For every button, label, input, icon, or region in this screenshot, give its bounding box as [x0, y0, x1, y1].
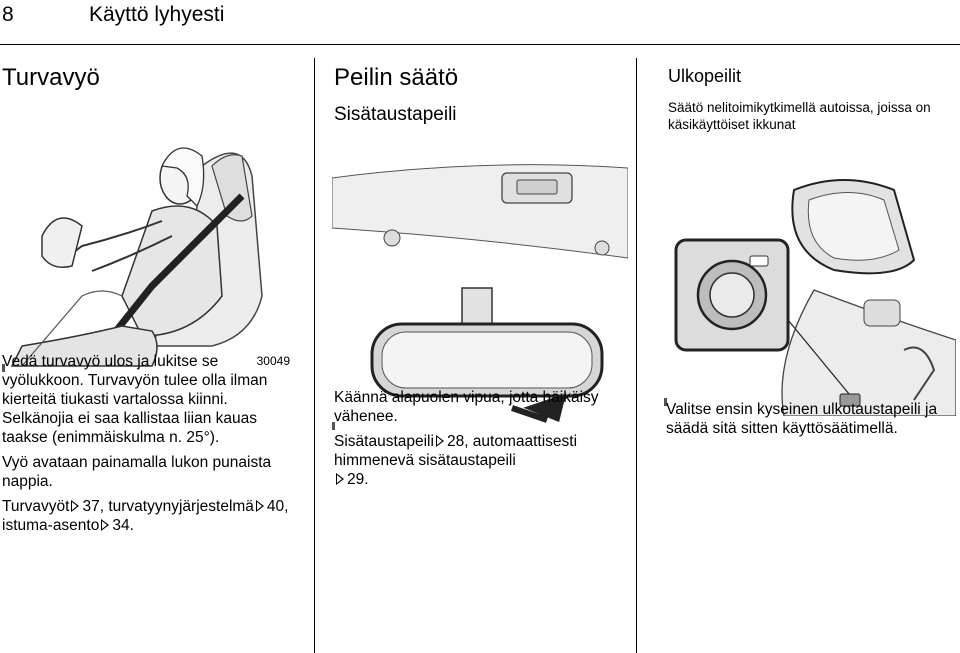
reference-line: Turvavyöt 37, turvatyynyjärjestelmä 40, istuma-asento 34.: [2, 498, 289, 534]
column-divider-2: [636, 58, 637, 653]
paragraph: Valitse ensin kyseinen ulkotaustapeili ja säädä sitä sitten käyttösäätimellä.: [666, 401, 938, 437]
paragraph: Vedä turvavyö ulos ja lukitse se vyölukkoon. Turvavyön tulee olla ilman kierteitä tiukasti vartalossa kiinni. Selkänojia ei saa kallistaa liian kauas taakse (enimmäiskulma n. 25°).: [2, 353, 268, 446]
seatbelt-illustration: [2, 96, 296, 374]
section-heading-mirror: Peilin säätö: [334, 64, 459, 91]
page-ref-icon[interactable]: [256, 500, 264, 512]
page-ref-icon[interactable]: [436, 435, 444, 447]
page-ref-icon[interactable]: [336, 473, 344, 485]
paragraph: Käännä alapuolen vipua, jotta häikäisy vähenee.: [334, 389, 599, 425]
column-divider-1: [314, 58, 315, 653]
exterior-mirror-switch-illustration: [664, 170, 956, 416]
page-title: Käyttö lyhyesti: [89, 3, 225, 26]
paragraph: Vyö avataan painamalla lukon punaista nappia.: [2, 454, 272, 490]
seatbelt-drawing: [2, 96, 296, 374]
mirror-body: [334, 388, 624, 495]
exterior-mirror-body: [666, 400, 960, 444]
reference-line: Sisätaustapeili 28, automaattisesti himmenevä sisätaustapeili 29.: [334, 433, 578, 488]
section-heading-seatbelt: Turvavyö: [2, 64, 100, 91]
page-ref-icon[interactable]: [101, 519, 109, 531]
page-ref-icon[interactable]: [71, 500, 79, 512]
exterior-mirror-drawing: [664, 170, 956, 416]
page-number: 8: [2, 3, 14, 26]
section-heading-exterior-mirrors: Ulkopeilit: [668, 66, 742, 86]
seatbelt-body: [2, 352, 302, 541]
page-header: [0, 0, 960, 46]
figure-number: 30049: [256, 354, 290, 368]
header-rule: [0, 44, 960, 45]
section-subheading-four-way-switch: Säätö nelitoimikytkimellä autoissa, joissa on käsikäyttöiset ikkunat: [668, 100, 931, 132]
section-subheading-interior-mirror: Sisätaustapeili: [334, 104, 457, 125]
